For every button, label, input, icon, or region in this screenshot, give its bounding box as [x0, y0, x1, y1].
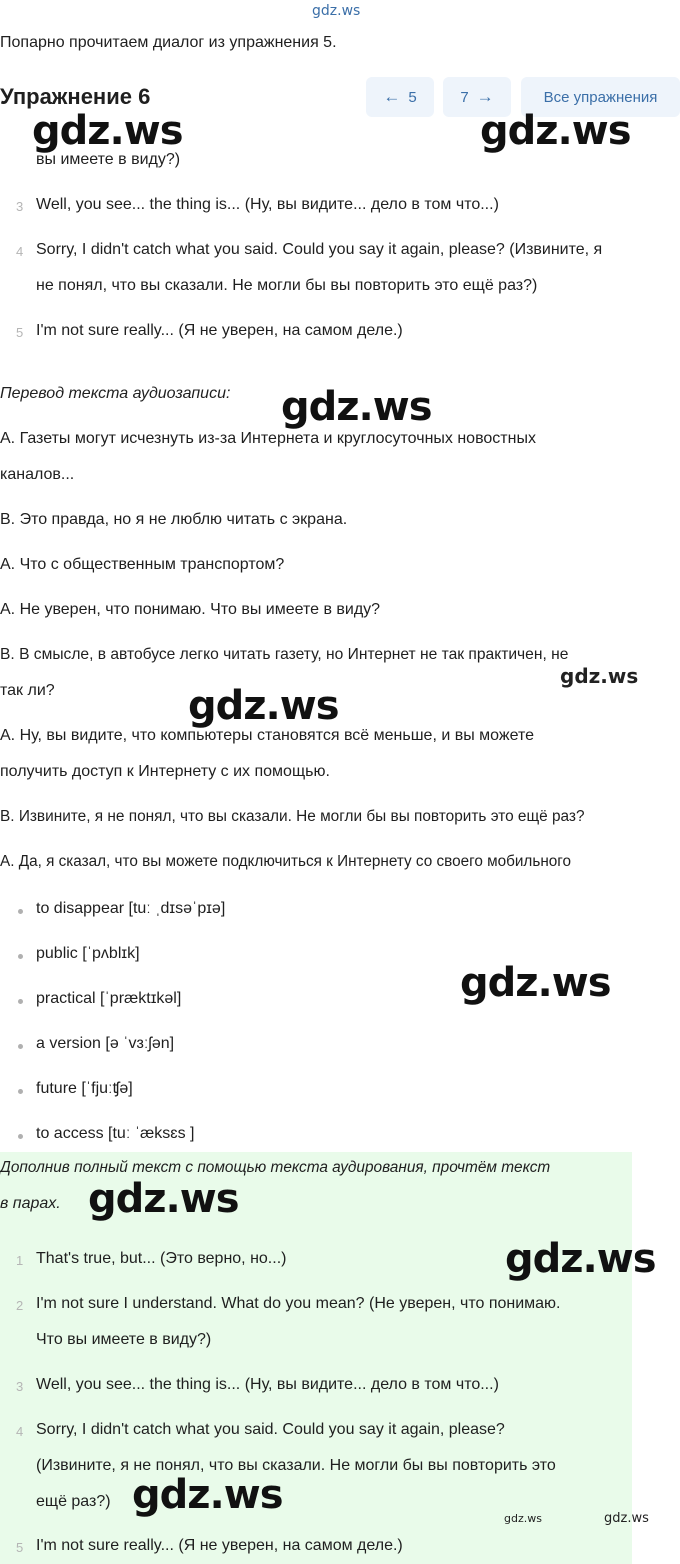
- answer-text: I'm not sure I understand. What do you mean? (Не уверен, что понимаю.: [36, 1295, 561, 1312]
- answer-text: I'm not sure really... (Я не уверен, на самом деле.): [36, 1537, 403, 1554]
- vocab-item: to disappear [tuː ˌdɪsəˈpɪə]: [36, 900, 226, 917]
- answer-text: (Извините, я не понял, что вы сказали. Не могли бы вы повторить это: [36, 1457, 556, 1474]
- translation-heading: Перевод текста аудиозаписи:: [0, 385, 231, 402]
- answer-text: Sorry, I didn't catch what you said. Could you say it again, please?: [36, 1421, 505, 1438]
- watermark: gdz.ws: [480, 108, 631, 154]
- vocab-item: public [ˈpʌblɪk]: [36, 945, 140, 962]
- translation-line: A. Что с общественным транспортом?: [0, 556, 285, 573]
- phrase-text: не понял, что вы сказали. Не могли бы вы повторить это ещё раз?): [36, 277, 538, 294]
- phrase-text: I'm not sure really... (Я не уверен, на самом деле.): [36, 322, 403, 339]
- watermark: gdz.ws: [505, 1236, 656, 1282]
- arrow-left-icon: ←: [383, 87, 401, 106]
- exercise-title: Упражнение 6: [0, 84, 151, 109]
- translation-line: A. Да, я сказал, что вы можете подключиться к Интернету со своего мобильного: [0, 853, 572, 870]
- translation-line: A. Газеты могут исчезнуть из-за Интернета и круглосуточных новостных: [0, 430, 536, 447]
- bullet-icon: [18, 999, 23, 1004]
- watermark: gdz.ws: [88, 1176, 239, 1222]
- answer-heading: в парах.: [0, 1195, 61, 1212]
- answer-number: 2: [16, 1298, 24, 1313]
- answer-number: 4: [16, 1424, 24, 1439]
- bullet-icon: [18, 954, 23, 959]
- phrase-number: 5: [16, 325, 24, 340]
- bullet-icon: [18, 909, 23, 914]
- top-watermark: gdz.ws: [312, 3, 361, 19]
- watermark: gdz.ws: [460, 960, 611, 1006]
- translation-line: A. Не уверен, что понимаю. Что вы имеете в виду?: [0, 601, 381, 618]
- phrase-number: 4: [16, 244, 24, 259]
- watermark: gdz.ws: [504, 1512, 542, 1525]
- answer-text: ещё раз?): [36, 1493, 111, 1510]
- translation-line: A. Ну, вы видите, что компьютеры становятся всё меньше, и вы можете: [0, 727, 534, 744]
- bullet-icon: [18, 1044, 23, 1049]
- answer-heading: Дополнив полный текст с помощью текста аудирования, прочтём текст: [0, 1159, 551, 1176]
- vocab-item: practical [ˈpræktɪkəl]: [36, 990, 182, 1007]
- phrase-text: Well, you see... the thing is... (Ну, вы видите... дело в том что...): [36, 196, 499, 213]
- watermark: gdz.ws: [560, 664, 639, 688]
- answer-text: That's true, but... (Это верно, но...): [36, 1250, 287, 1267]
- translation-line: B. Извините, я не понял, что вы сказали. Не могли бы вы повторить это ещё раз?: [0, 808, 585, 825]
- watermark: gdz.ws: [281, 384, 432, 430]
- answer-text: Что вы имеете в виду?): [36, 1331, 212, 1348]
- watermark: gdz.ws: [604, 1511, 649, 1526]
- intro-text: Попарно прочитаем диалог из упражнения 5.: [0, 34, 337, 51]
- all-exercises-label: Все упражнения: [543, 88, 658, 106]
- bullet-icon: [18, 1089, 23, 1094]
- prev-exercise-label: 5: [408, 88, 417, 106]
- watermark: gdz.ws: [32, 108, 183, 154]
- answer-text: Well, you see... the thing is... (Ну, вы видите... дело в том что...): [36, 1376, 499, 1393]
- next-exercise-label: 7: [460, 88, 469, 106]
- prev-exercise-button[interactable]: [366, 77, 434, 117]
- vocab-item: future [ˈfjuːʧə]: [36, 1080, 133, 1097]
- answer-number: 1: [16, 1253, 24, 1268]
- translation-line: B. В смысле, в автобусе легко читать газету, но Интернет не так практичен, не: [0, 646, 569, 663]
- arrow-right-icon: →: [476, 87, 494, 106]
- phrase-text: Sorry, I didn't catch what you said. Could you say it again, please? (Извините, я: [36, 241, 603, 258]
- watermark: gdz.ws: [188, 683, 339, 729]
- vocab-item: to access [tuː ˈæksɛs ]: [36, 1125, 195, 1142]
- watermark: gdz.ws: [132, 1472, 283, 1518]
- translation-line: B. Это правда, но я не люблю читать с экрана.: [0, 511, 348, 528]
- answer-number: 3: [16, 1379, 24, 1394]
- translation-line: каналов...: [0, 466, 75, 483]
- translation-line: получить доступ к Интернету с их помощью.: [0, 763, 330, 780]
- vocab-item: a version [ə ˈvɜːʃən]: [36, 1035, 175, 1052]
- bullet-icon: [18, 1134, 23, 1139]
- translation-line: так ли?: [0, 682, 55, 699]
- answer-number: 5: [16, 1540, 24, 1555]
- phrase-number: 3: [16, 199, 24, 214]
- partial-line: вы имеете в виду?): [36, 151, 181, 168]
